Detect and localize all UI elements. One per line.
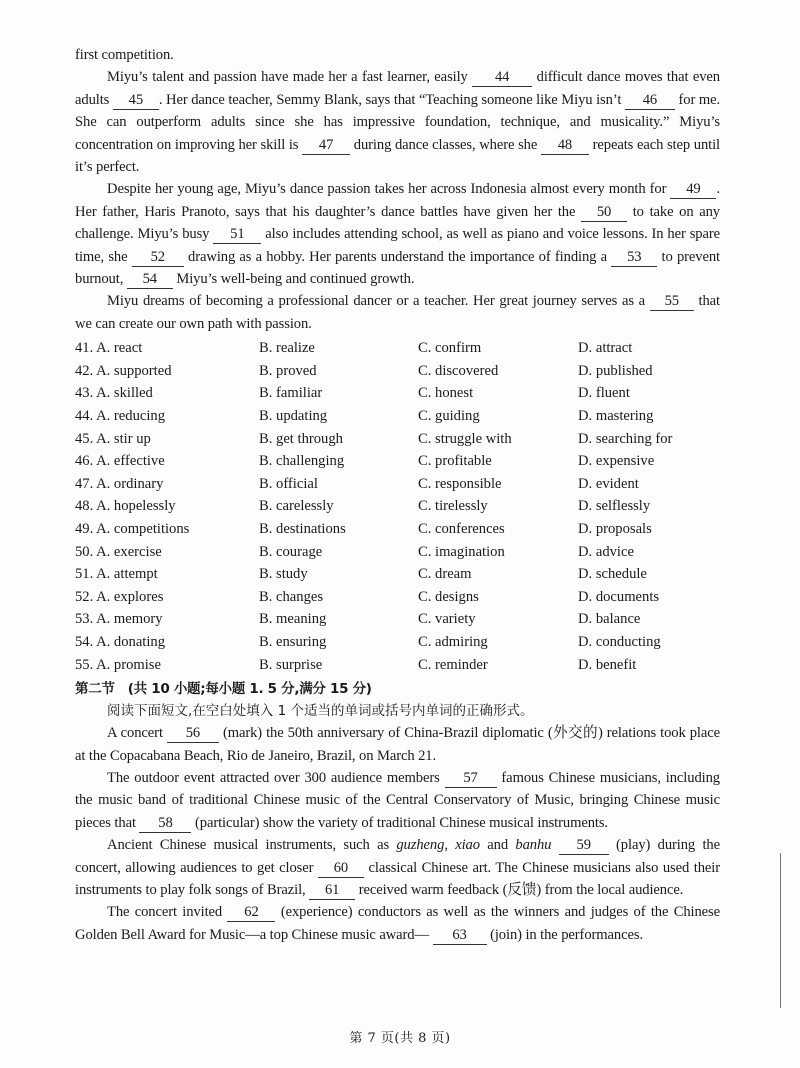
option-b: B. updating [259, 408, 328, 425]
option-a-text: A. stir up [96, 430, 151, 447]
option-row-54 [75, 631, 720, 654]
option-a [75, 450, 259, 473]
option-c: C. imagination [418, 543, 505, 560]
passage-text: difficult dance moves that even adults [75, 69, 720, 108]
passage-text: and [479, 837, 516, 854]
option-d: D. expensive [578, 453, 655, 470]
option-d: D. balance [578, 611, 641, 628]
option-c: C. profitable [418, 453, 492, 470]
question-number: 50. [75, 543, 94, 560]
option-d: D. evident [578, 475, 639, 492]
option-d: D. conducting [578, 634, 661, 650]
option-b: B. official [259, 475, 318, 492]
option-a [75, 541, 259, 564]
passage2-paragraph-3 [75, 834, 720, 901]
passage-text: Miyu dreams of becoming a professional dancer or a teacher. Her great journey serves as a [107, 293, 650, 310]
option-row-46 [75, 450, 720, 473]
passage2-paragraph-1 [75, 722, 720, 767]
passage-paragraph-2 [75, 178, 720, 290]
passage-text: A concert [107, 725, 167, 742]
question-number: 55. [75, 656, 94, 673]
option-b: B. destinations [259, 521, 346, 538]
option-a [75, 382, 259, 405]
blank-49: 49 [670, 180, 716, 199]
option-a [75, 495, 259, 518]
option-a [75, 586, 259, 609]
option-c: C. conferences [418, 521, 505, 538]
question-number: 48. [75, 498, 94, 515]
blank-44: 44 [472, 68, 532, 87]
option-row-42 [75, 360, 720, 383]
question-number: 46. [75, 453, 94, 470]
blank-52: 52 [132, 248, 184, 267]
option-d: D. fluent [578, 385, 630, 402]
option-a-text: A. donating [96, 634, 166, 650]
passage-text: (play) during the concert, allowing audiences to get closer [75, 837, 720, 876]
option-b: B. proved [259, 362, 317, 379]
option-b: B. get through [259, 430, 343, 447]
option-row-47 [75, 473, 720, 496]
page-number: 第 7 页(共 8 页) [349, 1031, 451, 1046]
passage-text: received warm feedback (反馈) from the local audience. [355, 882, 684, 899]
option-row-48 [75, 495, 720, 518]
option-a-text: A. reducing [96, 408, 165, 425]
option-c: C. honest [418, 385, 474, 402]
option-c: C. guiding [418, 408, 480, 425]
passage-text: Ancient Chinese musical instruments, such as [107, 837, 397, 854]
option-c: C. variety [418, 611, 476, 628]
blank-57: 57 [445, 769, 497, 788]
option-b: B. ensuring [259, 634, 327, 650]
option-a [75, 518, 259, 541]
question-number: 51. [75, 566, 94, 583]
option-row-44 [75, 405, 720, 428]
instrument-name: banhu [515, 837, 552, 854]
passage-continuation [75, 44, 720, 66]
option-b: B. familiar [259, 385, 323, 402]
passage-text: to take on any challenge. Miyu’s busy [75, 203, 721, 243]
option-d: D. published [578, 362, 653, 379]
instrument-name: guzheng [396, 837, 445, 854]
option-a-text: A. promise [96, 656, 161, 673]
option-row-45 [75, 428, 720, 451]
option-c: C. dream [418, 566, 472, 583]
passage2-paragraph-2 [75, 767, 720, 834]
option-d: D. benefit [578, 656, 637, 673]
option-b: B. carelessly [259, 498, 334, 515]
blank-45: 45 [113, 91, 159, 110]
passage-paragraph-3 [75, 290, 720, 335]
blank-58: 58 [139, 814, 191, 833]
option-a-text: A. attempt [96, 566, 158, 583]
option-a [75, 337, 259, 360]
option-c: C. tirelessly [418, 498, 488, 515]
option-d: D. searching for [578, 430, 673, 447]
option-c: C. responsible [418, 475, 502, 492]
option-c: C. discovered [418, 362, 499, 379]
passage-text: , [444, 837, 456, 854]
blank-56: 56 [167, 724, 219, 743]
option-row-51 [75, 563, 720, 586]
option-a [75, 428, 259, 451]
option-b: B. changes [259, 588, 324, 605]
passage-text: during dance classes, where she [350, 136, 541, 153]
passage-text: for me. She can outperform adults since she has impressive foundation, technique, and musicality.” Miyu’s concentration on improving her skill is [75, 91, 720, 153]
passage-text: classical Chinese art. The Chinese musicians also used their instruments to play folk songs of Brazil, [75, 859, 720, 899]
blank-47: 47 [302, 136, 350, 155]
option-a-text: A. react [96, 340, 143, 357]
option-b: B. courage [259, 543, 323, 560]
option-row-41 [75, 337, 720, 360]
passage-text [551, 837, 558, 853]
passage-text: famous Chinese musicians, including the music band of traditional Chinese music of the Central Conservatory of Music, bringing Chinese music pieces that [75, 770, 720, 831]
blank-60: 60 [318, 859, 364, 878]
blank-51: 51 [213, 225, 261, 244]
option-c: C. reminder [418, 656, 488, 673]
option-d: D. schedule [578, 566, 647, 583]
question-number: 54. [75, 634, 94, 650]
passage-text: (particular) show the variety of traditional Chinese musical instruments. [191, 814, 608, 831]
passage-text: The outdoor event attracted over 300 audience members [107, 770, 445, 786]
question-number: 44. [75, 408, 94, 425]
option-d: D. advice [578, 543, 634, 560]
passage-text: first competition. [75, 47, 174, 63]
option-row-49 [75, 518, 720, 541]
option-b: B. surprise [259, 656, 323, 673]
option-c: C. designs [418, 588, 479, 605]
option-a [75, 405, 259, 428]
question-number: 45. [75, 430, 94, 447]
option-a [75, 360, 259, 383]
question-number: 49. [75, 521, 94, 538]
option-c: C. struggle with [418, 430, 512, 447]
option-d: D. attract [578, 340, 633, 357]
passage-text: . Her father, Haris Pranoto, says that his daughter’s dance battles have given her the [75, 181, 720, 220]
blank-48: 48 [541, 136, 589, 155]
blank-54: 54 [127, 270, 173, 289]
passage-text: that we can create our own path with passion. [75, 293, 720, 332]
option-a-text: A. exercise [96, 543, 162, 560]
option-c: C. admiring [418, 634, 488, 650]
option-a [75, 473, 259, 496]
question-number: 53. [75, 611, 94, 628]
option-a-text: A. skilled [96, 385, 153, 402]
section-2-instruction: 阅读下面短文,在空白处填入 1 个适当的单词或括号内单词的正确形式。 [107, 703, 534, 720]
blank-53: 53 [611, 248, 657, 267]
option-a-text: A. memory [96, 611, 163, 628]
binding-margin-line [780, 853, 781, 1008]
answer-options-list [75, 337, 720, 676]
question-number: 43. [75, 385, 94, 402]
question-number: 47. [75, 475, 94, 492]
option-a-text: A. supported [96, 362, 172, 379]
instrument-name: xiao [455, 837, 480, 854]
option-a-text: A. hopelessly [96, 498, 176, 515]
passage-text: . Her dance teacher, Semmy Blank, says that “Teaching someone like Miyu isn’t [158, 91, 625, 108]
option-a-text: A. ordinary [96, 475, 164, 492]
passage-text: Miyu’s talent and passion have made her a fast learner, easily [107, 69, 473, 86]
option-b: B. realize [259, 340, 315, 357]
blank-63: 63 [433, 926, 487, 945]
blank-59: 59 [559, 836, 609, 855]
option-row-52 [75, 586, 720, 609]
option-row-55 [75, 654, 720, 677]
passage-text: also includes attending school, as well as piano and voice lessons. In her spare time, she [75, 226, 720, 265]
passage2-paragraph-4 [75, 901, 720, 946]
option-row-50 [75, 541, 720, 564]
blank-62: 62 [227, 903, 275, 922]
passage-text: Miyu’s well-being and continued growth. [172, 271, 415, 288]
option-a [75, 654, 259, 677]
passage-text: The concert invited [107, 904, 228, 921]
section-2-title: 第二节 (共 10 小题;每小题 1. 5 分,满分 15 分) [75, 681, 372, 698]
option-a-text: A. competitions [96, 521, 190, 538]
passage-text: Despite her young age, Miyu’s dance passion takes her across Indonesia almost every month for [107, 181, 671, 198]
option-a [75, 563, 259, 586]
option-a-text: A. effective [96, 453, 165, 470]
option-row-43 [75, 382, 720, 405]
option-d: D. proposals [578, 521, 652, 538]
blank-50: 50 [581, 203, 627, 222]
option-a [75, 631, 259, 654]
option-a [75, 608, 259, 631]
passage-text: repeats each step until it’s perfect. [75, 136, 721, 176]
option-row-53 [75, 608, 720, 631]
option-c: C. confirm [418, 340, 482, 357]
question-number: 41. [75, 340, 94, 357]
passage-text: to prevent burnout, [75, 248, 721, 288]
question-number: 52. [75, 588, 94, 605]
option-a-text: A. explores [96, 588, 164, 605]
exam-page [75, 44, 720, 946]
question-number: 42. [75, 362, 94, 379]
passage-text: drawing as a hobby. Her parents understand the importance of finding a [183, 248, 612, 265]
passage-text: (join) in the performances. [486, 926, 643, 943]
passage-text: (mark) the 50th anniversary of China-Brazil diplomatic (外交的) relations took place at the Copacabana Beach, Rio de Janeiro, Brazil, on March 21. [75, 725, 720, 764]
option-b: B. study [259, 566, 308, 583]
blank-55: 55 [650, 292, 694, 311]
option-b: B. meaning [259, 611, 327, 628]
blank-61: 61 [309, 881, 355, 900]
passage-text: (experience) conductors as well as the winners and judges of the Chinese Golden Bell Award for Music—a top Chinese music award— [75, 904, 721, 943]
option-b: B. challenging [259, 453, 345, 470]
blank-46: 46 [625, 91, 675, 110]
passage-paragraph-1 [75, 66, 720, 178]
option-d: D. documents [578, 588, 660, 605]
option-d: D. mastering [578, 408, 654, 425]
option-d: D. selflessly [578, 498, 651, 515]
